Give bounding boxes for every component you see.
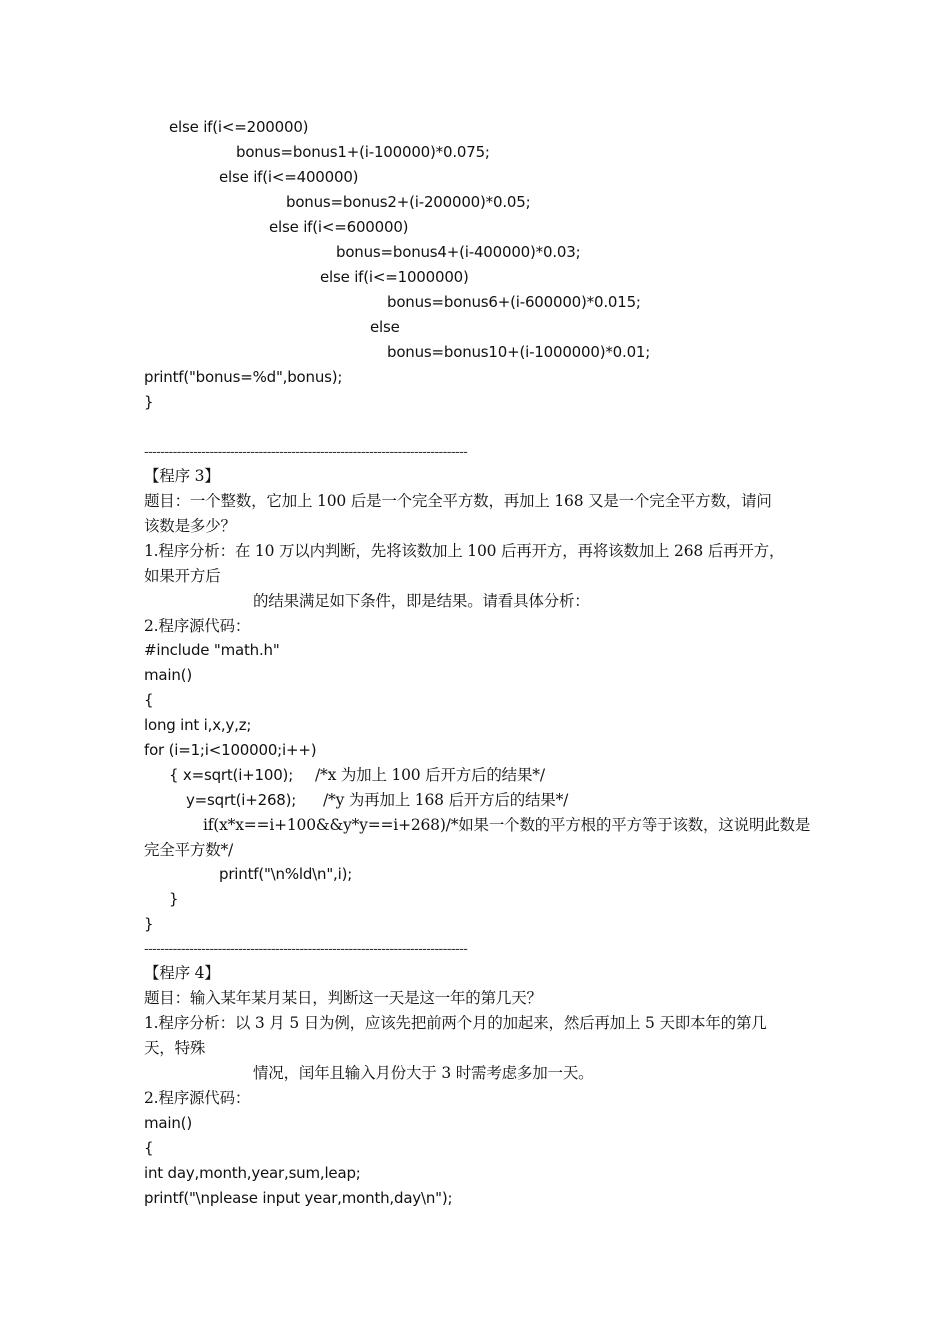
analysis-text: 情况，闰年且输入月份大于 3 时需考虑多加一天。 <box>253 1064 594 1082</box>
code-line: int day,month,year,sum,leap; <box>144 1164 361 1182</box>
code-line: main() <box>144 1114 192 1132</box>
source-heading: 2.程序源代码： <box>144 617 251 635</box>
analysis-text: 天，特殊 <box>144 1039 206 1057</box>
code-line: bonus=bonus4+(i-400000)*0.03; <box>336 243 581 261</box>
code-line: main() <box>144 666 192 684</box>
analysis-text: 如果开方后 <box>144 567 221 585</box>
code-line: long int i,x,y,z; <box>144 716 252 734</box>
code-line: else if(i<=600000) <box>269 218 409 236</box>
problem-text: 题目：输入某年某月某日，判断这一天是这一年的第几天？ <box>144 989 542 1007</box>
code-line: bonus=bonus1+(i-100000)*0.075; <box>236 143 490 161</box>
section-heading: 【程序 4】 <box>144 964 220 982</box>
code-line: printf("\n%ld\n",i); <box>219 865 353 883</box>
code-comment: 完全平方数*/ <box>144 841 234 859</box>
code-line: bonus=bonus6+(i-600000)*0.015; <box>387 293 641 311</box>
code-line: if(x*x==i+100&&y*y==i+268)/*如果一个数的平方根的平方等于该数，这说明此数是 <box>203 816 811 834</box>
code-line: } <box>144 393 154 411</box>
problem-text: 题目：一个整数，它加上 100 后是一个完全平方数，再加上 168 又是一个完全平方数，请问 <box>144 492 772 510</box>
analysis-text: 1.程序分析：在 10 万以内判断，先将该数加上 100 后再开方，再将该数加上 268 后再开方， <box>144 542 785 560</box>
analysis-text: 的结果满足如下条件，即是结果。请看具体分析： <box>253 592 590 610</box>
code-line: else if(i<=1000000) <box>320 268 469 286</box>
code-line: } <box>169 890 179 908</box>
code-line: #include "math.h" <box>144 641 280 659</box>
analysis-text: 1.程序分析：以 3 月 5 日为例，应该先把前两个月的加起来，然后再加上 5 天即本年的第几 <box>144 1014 767 1032</box>
code-line: { <box>144 1139 154 1157</box>
code-line: } <box>144 915 154 933</box>
code-line: else if(i<=200000) <box>169 118 309 136</box>
code-line: printf("\nplease input year,month,day\n"); <box>144 1189 453 1207</box>
code-line: printf("bonus=%d",bonus); <box>144 368 343 386</box>
code-line: { <box>144 691 154 709</box>
code-line: bonus=bonus2+(i-200000)*0.05; <box>286 193 531 211</box>
problem-text: 该数是多少？ <box>144 517 236 535</box>
section-separator: ------------------------------------------------------------------------------- <box>144 942 468 957</box>
code-line: y=sqrt(i+268); <box>186 791 297 809</box>
code-line: { x=sqrt(i+100); <box>169 766 294 784</box>
source-heading: 2.程序源代码： <box>144 1089 251 1107</box>
section-heading: 【程序 3】 <box>144 467 220 485</box>
code-line: for (i=1;i<100000;i++) <box>144 741 317 759</box>
code-line: else <box>370 318 400 336</box>
code-comment: /*x 为加上 100 后开方后的结果*/ <box>315 766 545 784</box>
code-comment: /*y 为再加上 168 后开方后的结果*/ <box>323 791 569 809</box>
section-separator: ------------------------------------------------------------------------------- <box>144 445 468 460</box>
code-line: bonus=bonus10+(i-1000000)*0.01; <box>387 343 651 361</box>
code-line: else if(i<=400000) <box>219 168 359 186</box>
